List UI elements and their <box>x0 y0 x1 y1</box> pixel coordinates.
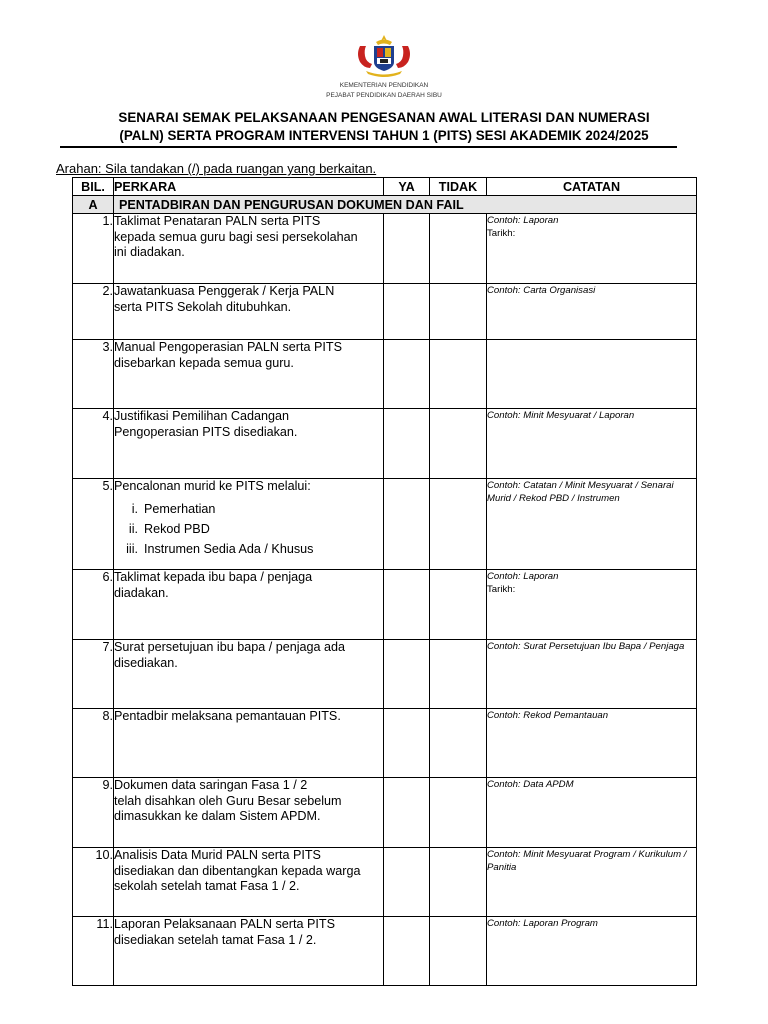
sub-item-numeral: iii. <box>126 541 138 556</box>
tidak-checkbox-cell[interactable] <box>430 340 487 409</box>
catatan-note <box>487 409 697 479</box>
table-row <box>73 284 697 340</box>
note-example: Contoh: Surat Persetujuan Ibu Bapa / Penjaga <box>487 641 685 652</box>
note-example: Contoh: Minit Mesyuarat Program / Kurikulum / Panitia <box>487 849 687 873</box>
title-underline <box>60 146 677 148</box>
item-description <box>114 570 384 640</box>
note-example: Contoh: Data APDM <box>487 779 574 790</box>
ya-checkbox-cell[interactable] <box>384 340 430 409</box>
item-text-line: dimasukkan ke dalam Sistem APDM. <box>114 809 321 823</box>
row-number: 6. <box>73 570 114 640</box>
catatan-note <box>487 778 697 848</box>
table-row <box>73 917 697 986</box>
item-description <box>114 778 384 848</box>
item-text-line: disebarkan kepada semua guru. <box>114 355 294 370</box>
ya-checkbox-cell[interactable] <box>384 284 430 340</box>
note-date-label: Tarikh: <box>487 584 516 595</box>
table-row <box>73 340 697 409</box>
tidak-checkbox-cell[interactable] <box>430 709 487 778</box>
item-description <box>114 640 384 709</box>
item-text-line: Taklimat Penataran PALN serta PITS <box>114 214 321 228</box>
tidak-checkbox-cell[interactable] <box>430 409 487 479</box>
note-date-label: Tarikh: <box>487 228 516 239</box>
note-example: Contoh: Laporan Program <box>487 918 598 929</box>
tidak-checkbox-cell[interactable] <box>430 479 487 570</box>
ya-checkbox-cell[interactable] <box>384 917 430 986</box>
table-header-row <box>73 178 697 196</box>
table-row <box>73 778 697 848</box>
document-title-line-2: (PALN) SERTA PROGRAM INTERVENSI TAHUN 1 (PITS) SESI AKADEMIK 2024/2025 <box>119 128 649 143</box>
ya-checkbox-cell[interactable] <box>384 409 430 479</box>
catatan-note <box>487 917 697 986</box>
catatan-note <box>487 709 697 778</box>
item-description <box>114 284 384 340</box>
row-number: 11. <box>73 917 114 986</box>
row-number: 7. <box>73 640 114 709</box>
item-description <box>114 709 384 778</box>
catatan-note <box>487 340 697 409</box>
catatan-note <box>487 214 697 284</box>
section-row <box>73 196 697 214</box>
sub-item-text: Instrumen Sedia Ada / Khusus <box>144 541 314 556</box>
tidak-checkbox-cell[interactable] <box>430 640 487 709</box>
row-number: 10. <box>73 848 114 917</box>
row-number: 8. <box>73 709 114 778</box>
item-text-line: sekolah setelah tamat Fasa 1 / 2. <box>114 879 300 893</box>
header-bil: BIL. <box>73 178 114 196</box>
catatan-note <box>487 284 697 340</box>
row-number: 3. <box>73 340 114 409</box>
row-number: 4. <box>73 409 114 479</box>
item-text-line: Pencalonan murid ke PITS melalui: <box>114 479 311 493</box>
table-row <box>73 409 697 479</box>
item-text-line: kepada semua guru bagi sesi persekolahan <box>114 229 358 244</box>
catatan-note <box>487 479 697 570</box>
item-text-line: disediakan dan dibentangkan kepada warga <box>114 863 361 878</box>
item-text-line: Dokumen data saringan Fasa 1 / 2 <box>114 778 308 792</box>
coat-of-arms-icon <box>354 34 414 78</box>
section-code: A <box>73 196 114 214</box>
section-title: PENTADBIRAN DAN PENGURUSAN DOKUMEN DAN FAIL <box>114 196 697 214</box>
item-description <box>114 848 384 917</box>
sub-item-numeral: ii. <box>128 521 138 536</box>
item-text-line: serta PITS Sekolah ditubuhkan. <box>114 299 292 314</box>
note-example: Contoh: Laporan <box>487 215 559 226</box>
row-number: 2. <box>73 284 114 340</box>
item-description <box>114 917 384 986</box>
sub-item <box>114 539 383 559</box>
table-row <box>73 640 697 709</box>
checklist-table <box>72 177 697 986</box>
ya-checkbox-cell[interactable] <box>384 479 430 570</box>
item-text-line: Manual Pengoperasian PALN serta PITS <box>114 340 342 354</box>
item-text-line: Surat persetujuan ibu bapa / penjaga ada <box>114 640 346 654</box>
catatan-note <box>487 570 697 640</box>
tidak-checkbox-cell[interactable] <box>430 848 487 917</box>
item-text-line: Taklimat kepada ibu bapa / penjaga <box>114 570 313 584</box>
table-row <box>73 570 697 640</box>
tidak-checkbox-cell[interactable] <box>430 284 487 340</box>
sub-item-numeral: i. <box>131 501 138 516</box>
row-number: 9. <box>73 778 114 848</box>
ya-checkbox-cell[interactable] <box>384 570 430 640</box>
item-text-line: diadakan. <box>114 585 169 600</box>
row-number: 1. <box>73 214 114 284</box>
item-text-line: disediakan setelah tamat Fasa 1 / 2. <box>114 932 317 947</box>
item-text-line: telah disahkan oleh Guru Besar sebelum <box>114 793 342 808</box>
ya-checkbox-cell[interactable] <box>384 848 430 917</box>
item-description <box>114 409 384 479</box>
sub-item-text: Rekod PBD <box>144 521 210 536</box>
tidak-checkbox-cell[interactable] <box>430 778 487 848</box>
item-text-line: ini diadakan. <box>114 245 185 259</box>
note-example: Contoh: Rekod Pemantauan <box>487 710 609 721</box>
item-description <box>114 479 384 570</box>
item-text-line: Justifikasi Pemilihan Cadangan <box>114 409 290 423</box>
sub-item <box>114 499 383 519</box>
header-perkara: PERKARA <box>114 178 384 196</box>
note-example: Contoh: Carta Organisasi <box>487 285 596 296</box>
header-tidak: TIDAK <box>430 178 487 196</box>
item-text-line: Laporan Pelaksanaan PALN serta PITS <box>114 917 335 931</box>
row-number: 5. <box>73 479 114 570</box>
header-catatan: CATATAN <box>487 178 697 196</box>
catatan-note <box>487 848 697 917</box>
item-text-line: disediakan. <box>114 655 178 670</box>
item-text-line: Analisis Data Murid PALN serta PITS <box>114 848 321 862</box>
instruction-text: Arahan: Sila tandakan (/) pada ruangan yang berkaitan. <box>56 161 377 176</box>
document-title-line-1: SENARAI SEMAK PELAKSANAAN PENGESANAN AWAL LITERASI DAN NUMERASI <box>118 110 650 125</box>
ya-checkbox-cell[interactable] <box>384 778 430 848</box>
table-row <box>73 479 697 570</box>
ministry-name: KEMENTERIAN PENDIDIKAN <box>339 82 429 89</box>
header-ya: YA <box>384 178 430 196</box>
item-text-line: Pengoperasian PITS disediakan. <box>114 424 298 439</box>
ya-checkbox-cell[interactable] <box>384 709 430 778</box>
note-example: Contoh: Catatan / Minit Mesyuarat / Senarai Murid / Rekod PBD / Instrumen <box>487 480 674 504</box>
table-row <box>73 709 697 778</box>
ya-checkbox-cell[interactable] <box>384 640 430 709</box>
sub-item <box>114 519 383 539</box>
tidak-checkbox-cell[interactable] <box>430 570 487 640</box>
item-text-line: Jawatankuasa Penggerak / Kerja PALN <box>114 284 335 298</box>
catatan-note <box>487 640 697 709</box>
sub-item-text: Pemerhatian <box>144 501 216 516</box>
tidak-checkbox-cell[interactable] <box>430 917 487 986</box>
note-example: Contoh: Laporan <box>487 571 559 582</box>
item-text-line: Pentadbir melaksana pemantauan PITS. <box>114 709 341 723</box>
sub-item-list <box>114 499 383 559</box>
item-description <box>114 214 384 284</box>
note-example: Contoh: Minit Mesyuarat / Laporan <box>487 410 635 421</box>
tidak-checkbox-cell[interactable] <box>430 214 487 284</box>
table-row <box>73 848 697 917</box>
ya-checkbox-cell[interactable] <box>384 214 430 284</box>
district-office-name: PEJABAT PENDIDIKAN DAERAH SIBU <box>326 92 442 99</box>
item-description <box>114 340 384 409</box>
table-row <box>73 214 697 284</box>
